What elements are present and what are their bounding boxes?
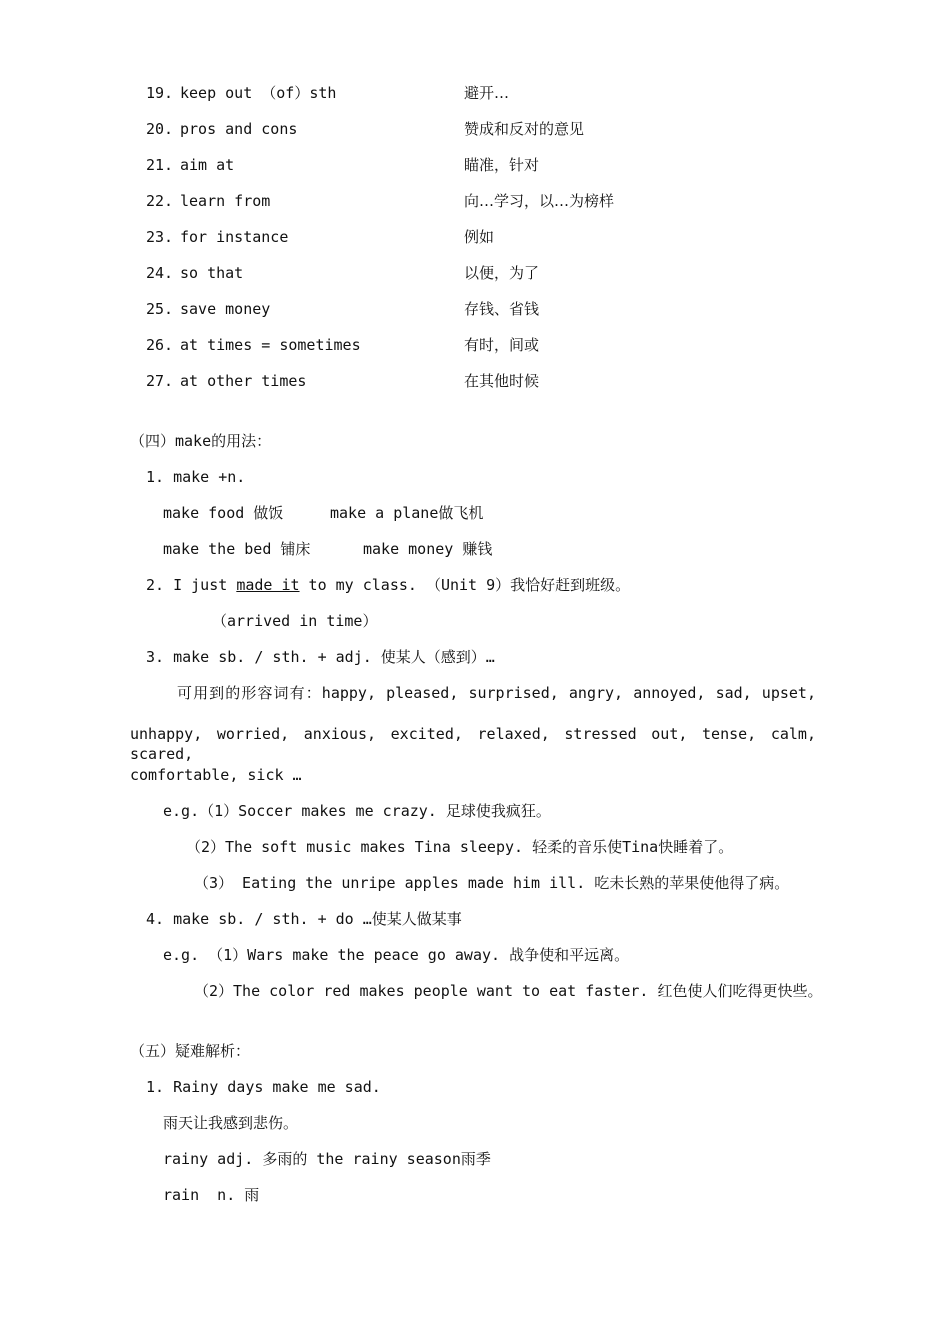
phrase-english: pros and cons [180, 120, 298, 138]
example-text: make money 赚钱 [363, 540, 493, 558]
phrase-chinese: 在其他时候 [464, 372, 540, 390]
example-text: make a plane做飞机 [330, 504, 484, 522]
item-text: 2. I just [146, 576, 237, 594]
example-sentence: （2）The color red makes people want to eat faster. 红色使人们吃得更快些。 [194, 982, 823, 1000]
translation-text: 雨天让我感到悲伤。 [163, 1114, 299, 1132]
phrase-english: for instance [180, 228, 289, 246]
phrase-chinese: 避开… [464, 84, 510, 102]
phrase-english: keep out （of）sth [180, 84, 337, 102]
list-item: 4. make sb. / sth. + do …使某人做某事 [146, 910, 462, 928]
phrase-chinese: 瞄准，针对 [464, 156, 540, 174]
adjective-line: comfortable, sick … [130, 766, 302, 784]
underlined-phrase: made it [236, 576, 300, 594]
adjective-line: unhappy, worried, anxious, excited, relaxed, stressed out, tense, calm, scared, [130, 725, 816, 763]
phrase-chinese: 存钱、省钱 [464, 300, 540, 318]
vocab-note: rainy adj. 多雨的 the rainy season雨季 [163, 1150, 491, 1168]
example-sentence: （3） Eating the unripe apples made him ill. 吃未长熟的苹果使他得了病。 [194, 874, 790, 892]
phrase-english: save money [180, 300, 271, 318]
phrase-english: learn from [180, 192, 271, 210]
phrase-number: 25. [146, 300, 174, 318]
note-text: （arrived in time） [212, 612, 378, 630]
section-heading: （五）疑难解析： [130, 1042, 251, 1060]
example-sentence: e.g.（1）Soccer makes me crazy. 足球使我疯狂。 [163, 802, 551, 820]
phrase-chinese: 赞成和反对的意见 [464, 120, 585, 138]
list-item: 3. make sb. / sth. + adj. 使某人（感到）… [146, 648, 495, 666]
example-sentence: （2）The soft music makes Tina sleepy. 轻柔的音乐使Tina快睡着了。 [186, 838, 734, 856]
phrase-chinese: 以便，为了 [464, 264, 540, 282]
item-text: to my class. （Unit 9）我恰好赶到班级。 [299, 576, 631, 594]
section-heading: （四）make的用法： [130, 432, 272, 450]
phrase-english: so that [180, 264, 244, 282]
example-sentence: e.g. （1）Wars make the peace go away. 战争使和平远离。 [163, 946, 630, 964]
phrase-english: at other times [180, 372, 307, 390]
phrase-number: 20. [146, 120, 174, 138]
phrase-chinese: 向…学习，以…为榜样 [464, 192, 615, 210]
phrase-number: 21. [146, 156, 174, 174]
phrase-number: 24. [146, 264, 174, 282]
phrase-english: at times = sometimes [180, 336, 361, 354]
phrase-number: 23. [146, 228, 174, 246]
example-text: make the bed 铺床 [163, 540, 311, 558]
vocab-note: rain n. 雨 [163, 1186, 260, 1204]
list-item: 1. make +n. [146, 468, 246, 486]
phrase-number: 22. [146, 192, 174, 210]
phrase-number: 19. [146, 84, 174, 102]
adjective-line: 可用到的形容词有：happy, pleased, surprised, angry, annoyed, sad, upset, [177, 684, 816, 702]
phrase-chinese: 例如 [464, 228, 495, 246]
phrase-number: 27. [146, 372, 174, 390]
phrase-number: 26. [146, 336, 174, 354]
phrase-chinese: 有时，间或 [464, 336, 540, 354]
list-item: 1. Rainy days make me sad. [146, 1078, 381, 1096]
example-text: make food 做饭 [163, 504, 284, 522]
list-item [146, 575, 630, 595]
phrase-english: aim at [180, 156, 235, 174]
